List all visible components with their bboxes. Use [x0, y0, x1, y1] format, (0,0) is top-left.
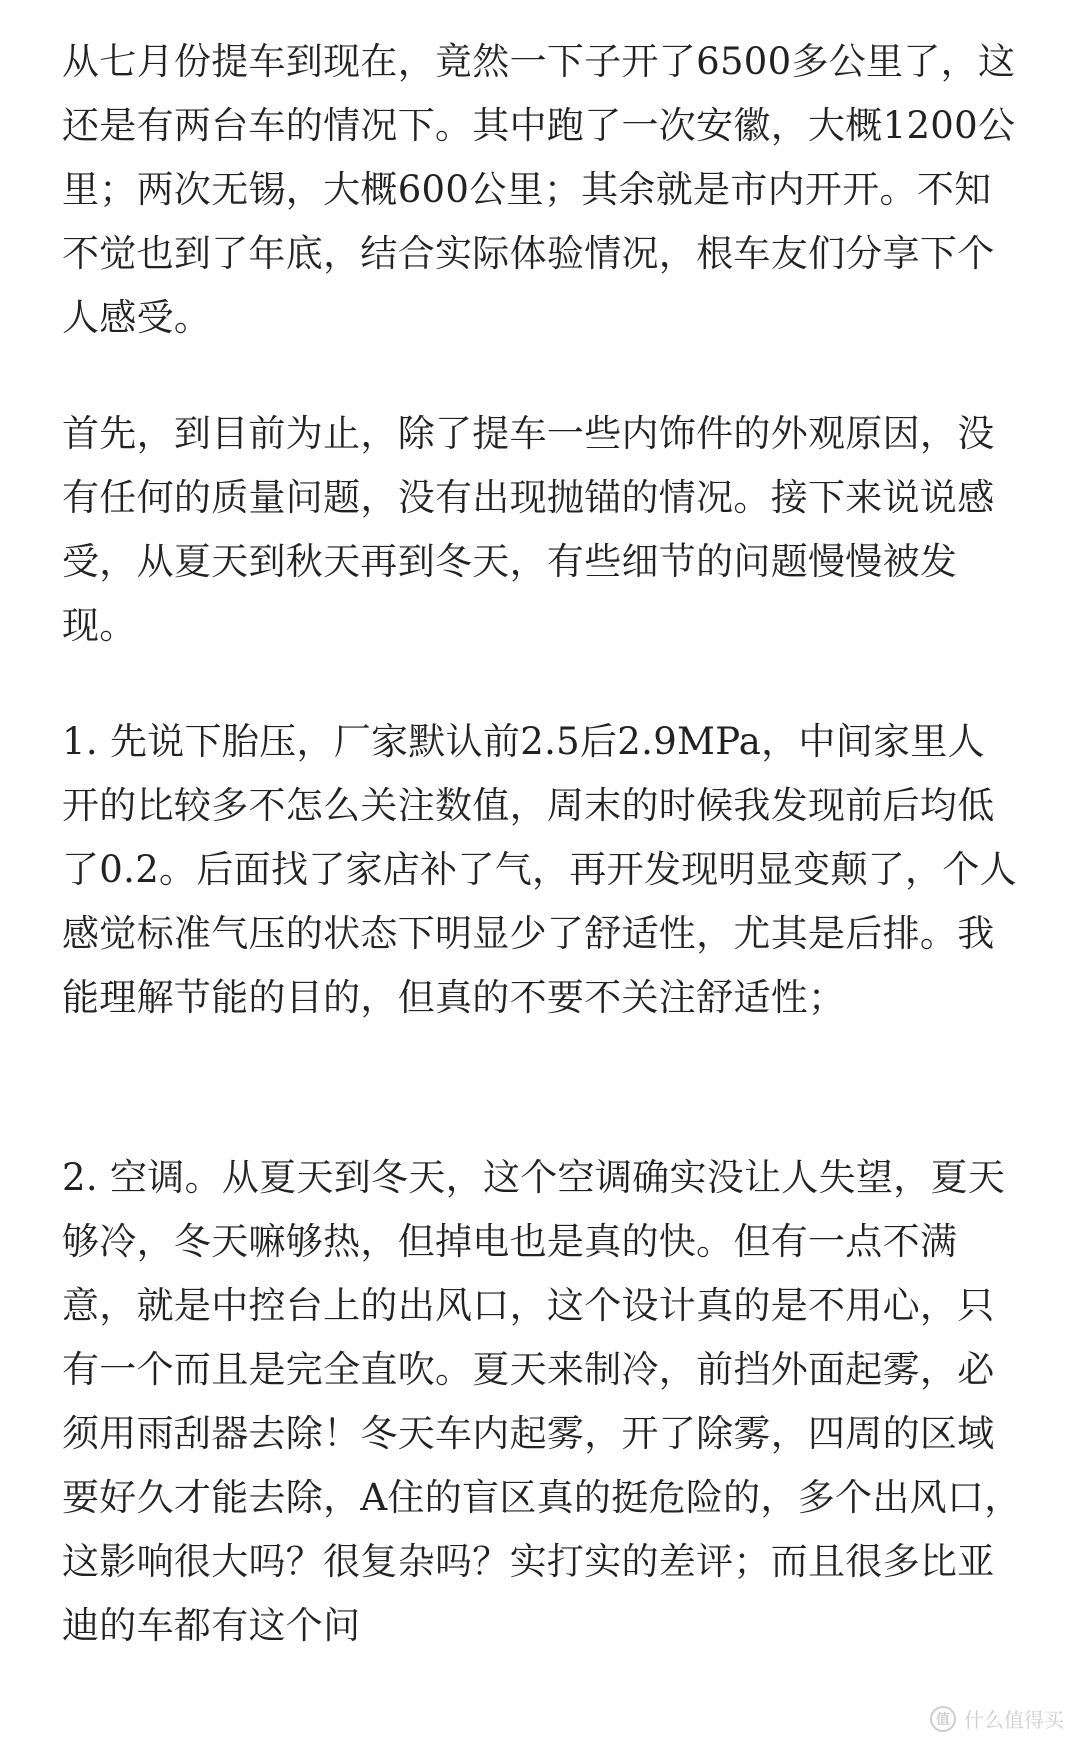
- paragraph-intro: 从七月份提车到现在，竟然一下子开了6500多公里了，这还是有两台车的情况下。其中跑了一次安徽，大概1200公里；两次无锡，大概600公里；其余就是市内开开。不知不觉也到了年底，结合实际体验情况，根车友们分享下个人感受。: [62, 40, 1016, 339]
- paragraph-quality: 首先，到目前为止，除了提车一些内饰件的外观原因，没有任何的质量问题，没有出现抛锚的情况。接下来说说感受，从夏天到秋天再到冬天，有些细节的问题慢慢被发现。: [62, 412, 995, 647]
- watermark-logo-icon: 值: [930, 1706, 956, 1732]
- paragraph-tire-pressure: 1. 先说下胎压，厂家默认前2.5后2.9MPa，中间家里人开的比较多不怎么关注数值，周末的时候我发现前后均低了0.2。后面找了家店补了气，再开发现明显变颠了，个人感觉标准气压的状态下明显少了舒适性，尤其是后排。我能理解节能的目的，但真的不要不关注舒适性；: [62, 720, 1017, 1019]
- site-watermark: [930, 1704, 1064, 1733]
- watermark-text: 什么值得买: [964, 1708, 1064, 1732]
- paragraph-air-conditioning: 2. 空调。从夏天到冬天，这个空调确实没让人失望，夏天够冷，冬天嘛够热，但掉电也是真的快。但有一点不满意，就是中控台上的出风口，这个设计真的是不用心，只有一个而且是完全直吹。夏天来制冷，前挡外面起雾，必须用雨刮器去除！冬天车内起雾，开了除雾，四周的区域要好久才能去除，A住的盲区真的挺危险的，多个出风口，这影响很大吗？很复杂吗？实打实的差评；而且很多比亚迪的车都有这个问: [62, 1156, 1022, 1647]
